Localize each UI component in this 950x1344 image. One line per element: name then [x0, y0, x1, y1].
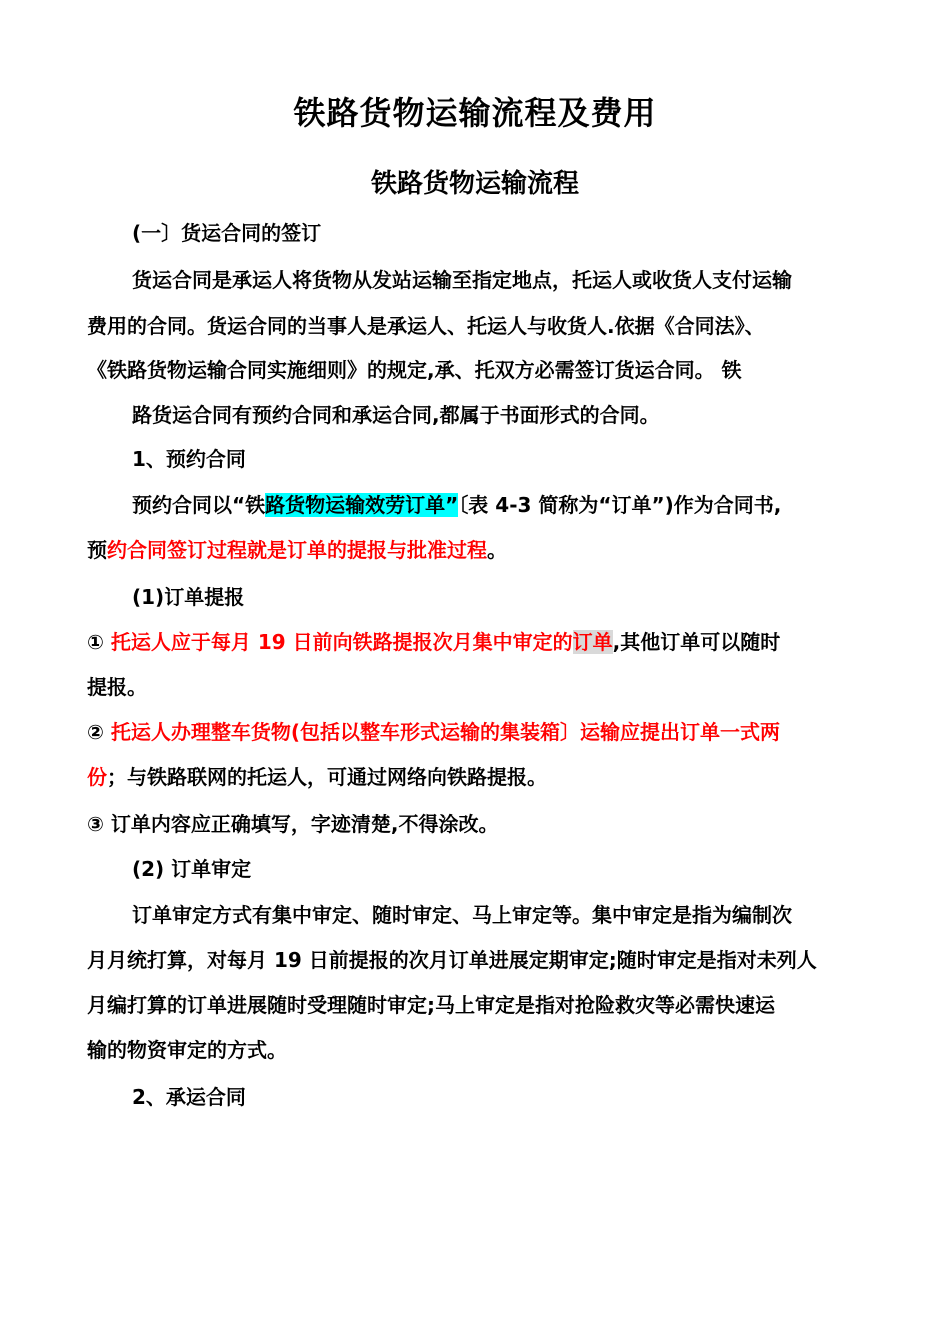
paragraph-line [87, 535, 507, 565]
paragraph-line: 货运合同是承运人将货物从发站运输至指定地点，托运人或收货人支付运输 [132, 268, 792, 292]
paragraph-line: 月编打算的订单进展随时受理随时审定;马上审定是指对抢险救灾等必需快速运 [87, 993, 775, 1017]
circled-number: ① [87, 630, 111, 654]
bullet-line: ③ 订单内容应正确填写，字迹清楚,不得涂改。 [87, 812, 499, 836]
paragraph-line: 费用的合同。货运合同的当事人是承运人、托运人与收货人.依据《合同法》、 [87, 314, 765, 338]
text-run: 预 [87, 538, 107, 562]
highlighted-text: 路货物运输效劳订单” [265, 493, 459, 517]
section-heading: (一〕货运合同的签订 [132, 221, 322, 245]
paragraph-line [132, 490, 781, 520]
paragraph-line: 路货运合同有预约合同和承运合同,都属于书面形式的合同。 [132, 403, 660, 427]
circled-number: ② [87, 720, 111, 744]
red-text: 托运人应于每月 19 日前向铁路提报次月集中审定的 [110, 630, 573, 654]
bullet-line [87, 762, 547, 792]
bullet-line: 提报。 [87, 675, 147, 699]
sub-heading: (1)订单提报 [132, 585, 245, 609]
sub-heading: (2) 订单审定 [132, 857, 252, 881]
text-run: ；与铁路联网的托运人，可通过网络向铁路提报。 [107, 765, 547, 789]
item-heading: 2、承运合同 [132, 1085, 246, 1109]
paragraph-line: 订单审定方式有集中审定、随时审定、马上审定等。集中审定是指为编制次 [132, 903, 792, 927]
text-run: 预约合同以“铁 [132, 493, 266, 517]
text-run: ,其他订单可以随时 [612, 630, 781, 654]
red-text: 托运人办理整车货物(包括以整车形式运输的集装箱〕运输应提出订单一式两 [110, 720, 781, 744]
bullet-line [87, 627, 780, 657]
red-text: 约合同签订过程就是订单的提报与批准过程 [107, 538, 487, 562]
paragraph-line: 月月统打算，对每月 19 日前提报的次月订单进展定期审定;随时审定是指对未列人 [87, 948, 817, 972]
text-run: 〔表 4-3 简称为“订单”)作为合同书, [458, 493, 782, 517]
item-heading: 1、预约合同 [132, 447, 246, 471]
document-subtitle: 铁路货物运输流程 [370, 169, 579, 199]
highlighted-text: 订单 [572, 630, 613, 654]
text-run: 。 [487, 538, 507, 562]
red-text: 份 [87, 765, 107, 789]
paragraph-line: 《铁路货物运输合同实施细则》的规定,承、托双方必需签订货运合同。 铁 [87, 358, 742, 382]
document-title: 铁路货物运输流程及费用 [293, 94, 657, 132]
paragraph-line: 输的物资审定的方式。 [87, 1038, 287, 1062]
bullet-line [87, 717, 780, 747]
